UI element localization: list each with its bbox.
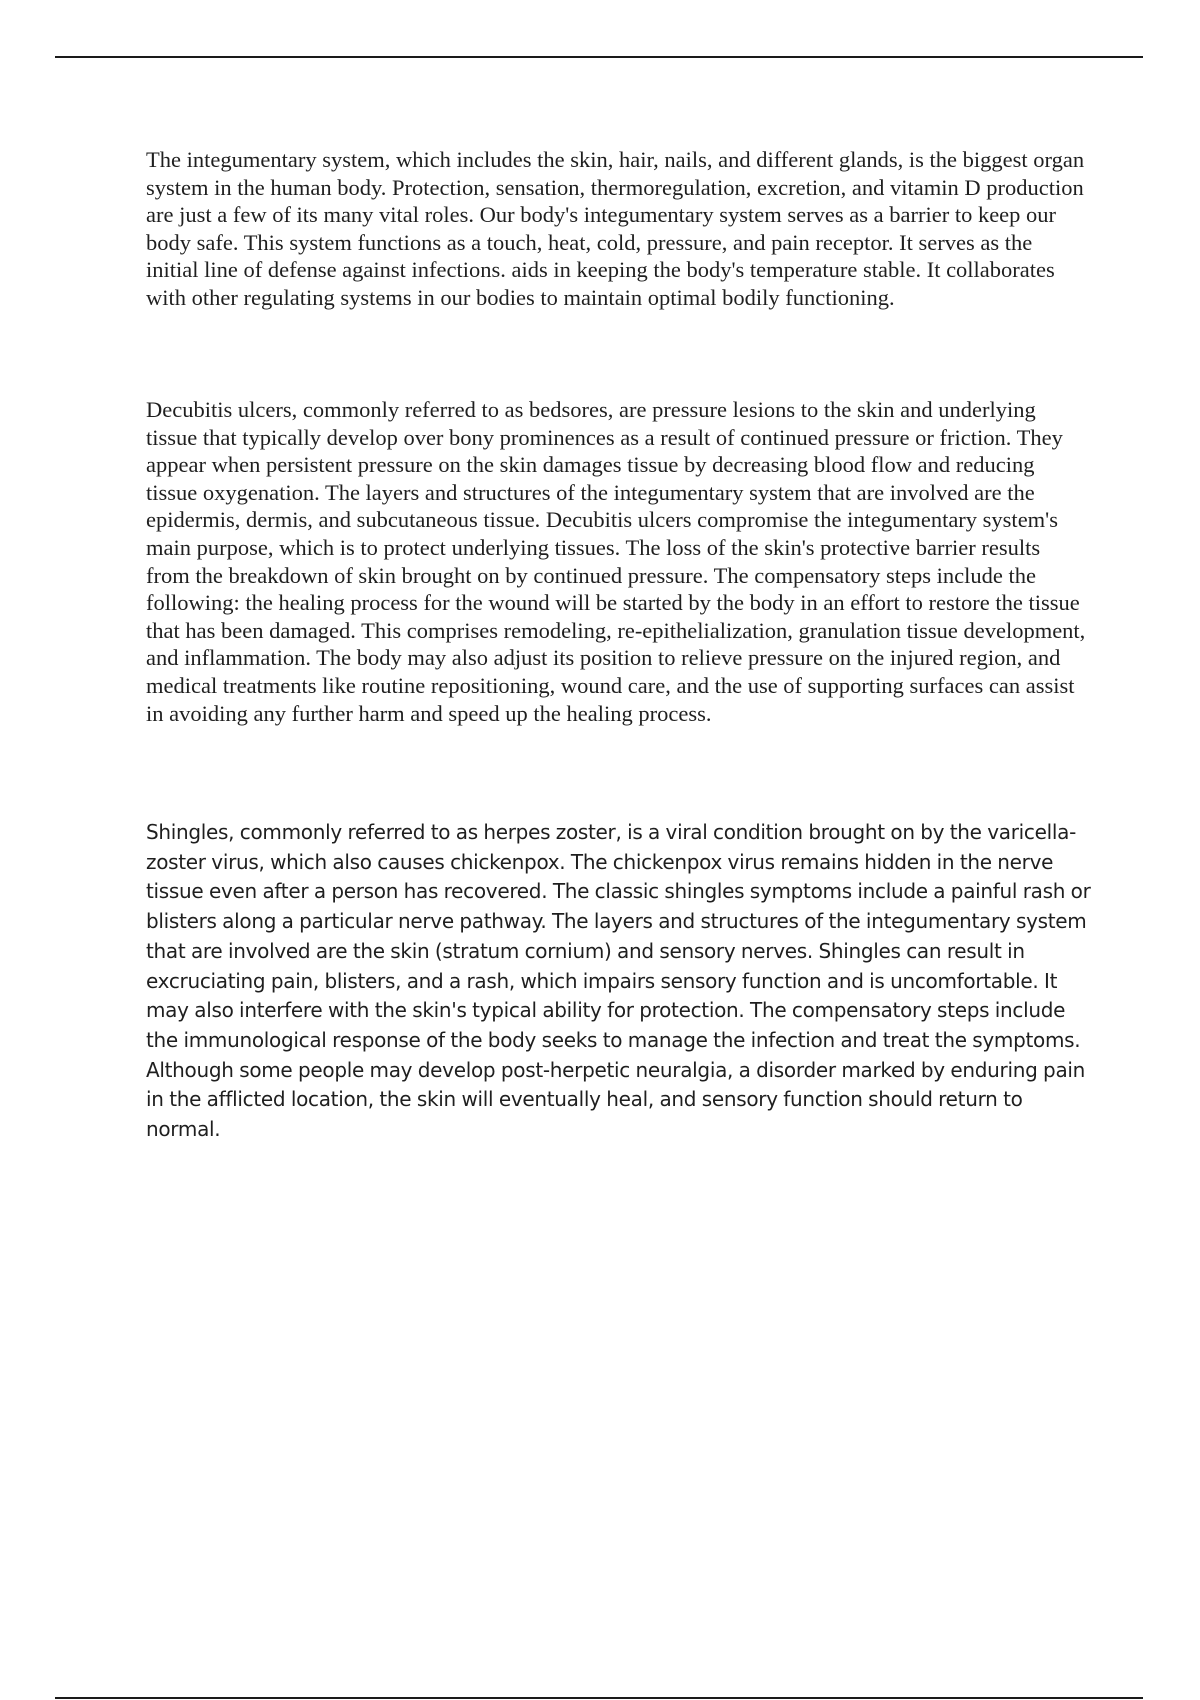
paragraph-shingles: Shingles, commonly referred to as herpes zoster, is a viral condition brought on by the varicella-zoster virus, which also causes chickenpox. The chickenpox virus remains hidden in the nerve tissue even after a person has recovered. The classic shingles symptoms include a painful rash or blisters along a particular nerve pathway. The layers and structures of the integumentary system that are involved are the skin (stratum cornium) and sensory nerves. Shingles can result in excruciating pain, blisters, and a rash, which impairs sensory function and is uncomfortable. It may also interfere with the skin's typical ability for protection. The compensatory steps include the immunological response of the body seeks to manage the infection and treat the symptoms. Although some people may develop post-herpetic neuralgia, a disorder marked by enduring pain in the afflicted location, the skin will eventually heal, and sensory function should return to normal.: [146, 820, 1091, 1142]
footer-rule: [55, 1697, 1143, 1699]
paragraph-decubitis-ulcers: Decubitis ulcers, commonly referred to as bedsores, are pressure lesions to the skin and underlying tissue that typically develop over bony prominences as a result of continued pressure or friction. They appear when persistent pressure on the skin damages tissue by decreasing blood flow and reducing tissue oxygenation. The layers and structures of the integumentary system that are involved are the epidermis, dermis, and subcutaneous tissue. Decubitis ulcers compromise the integumentary system's main purpose, which is to protect underlying tissues. The loss of the skin's protective barrier results from the breakdown of skin brought on by continued pressure. The compensatory steps include the following: the healing process for the wound will be started by the body in an effort to restore the tissue that has been damaged. This comprises remodeling, re-epithelialization, granulation tissue development, and inflammation. The body may also adjust its position to relieve pressure on the injured region, and medical treatments like routine repositioning, wound care, and the use of supporting surfaces can assist in avoiding any further harm and speed up the healing process.: [146, 397, 1086, 726]
header-rule: [55, 56, 1143, 58]
paragraph-integumentary-system: The integumentary system, which includes the skin, hair, nails, and different glands, is the biggest organ system in the human body. Protection, sensation, thermoregulation, excretion, and vitamin D production are just a few of its many vital roles. Our body's integumentary system serves as a barrier to keep our body safe. This system functions as a touch, heat, cold, pressure, and pain receptor. It serves as the initial line of defense against infections. aids in keeping the body's temperature stable. It collaborates with other regulating systems in our bodies to maintain optimal bodily functioning.: [146, 147, 1085, 310]
